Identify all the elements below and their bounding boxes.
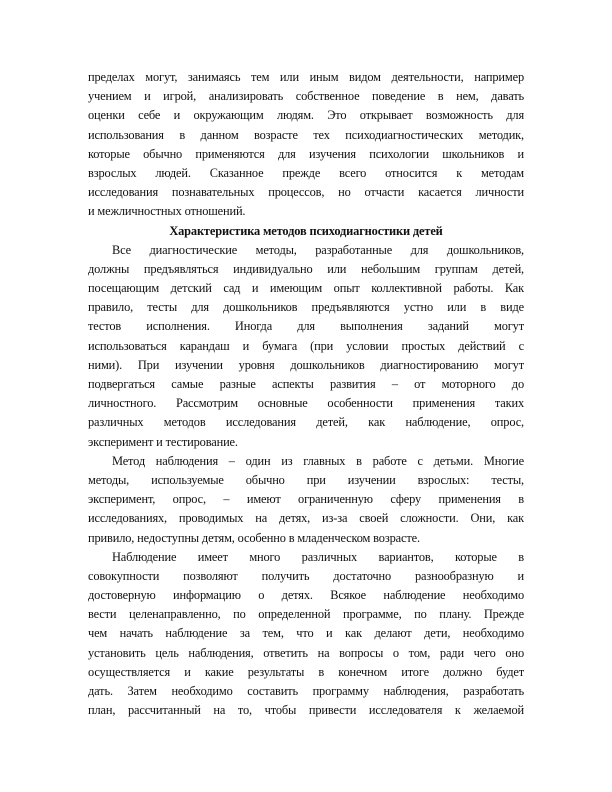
- text-line: посещающим детский сад и имеющим опыт коллективной работы. Как: [88, 281, 524, 296]
- text-line: план, рассчитанный на то, чтобы привести исследователя к желаемой: [88, 703, 524, 718]
- text-line: совокупности позволяют получить достаточно разнообразную и: [88, 568, 524, 583]
- text-line: привило, недоступны детям, особенно в младенческом возрасте.: [88, 530, 420, 545]
- text-line: пределах могут, занимаясь тем или иным видом деятельности, например: [88, 70, 524, 84]
- text-line: которые обычно применяются для изучения психологии школьников и: [88, 146, 524, 161]
- text-line: Наблюдение имеет много различных вариантов, которые в: [112, 549, 524, 564]
- text-line: дать. Затем необходимо составить программу наблюдения, разработать: [88, 684, 524, 698]
- text-line: подвергаться самые разные аспекты развития – от моторного до: [88, 377, 524, 391]
- text-line: Все диагностические методы, разработанные для дошкольников,: [112, 242, 524, 257]
- text-line: оценки себе и окружающим людям. Это открывает возможность для: [88, 108, 524, 123]
- text-line: исследования познавательных процессов, но отчасти касается личности: [88, 185, 524, 200]
- text-line: чем начать наблюдение за тем, что и как делают дети, необходимо: [88, 626, 524, 641]
- text-line: учением и игрой, анализировать собственное поведение в нем, давать: [88, 89, 524, 104]
- text-line: личностного. Рассмотрим основные особенности применения таких: [88, 396, 524, 411]
- paragraph-4: [88, 548, 524, 721]
- paragraph-2: [88, 241, 524, 452]
- document-page: [88, 68, 524, 720]
- text-line: достоверную информацию о детях. Всякое наблюдение необходимо: [88, 588, 524, 603]
- text-line: использоваться карандаш и бумага (при условии простых действий с: [88, 338, 524, 353]
- text-line: осуществляется и какие результаты в конечном итоге должно будет: [88, 664, 524, 679]
- text-line: эксперимент и тестирование.: [88, 434, 238, 449]
- paragraph-1: [88, 68, 524, 222]
- text-line: ними). При изучении уровня дошкольников диагностированию могут: [88, 357, 524, 372]
- text-line: взрослых людей. Сказанное прежде всего относится к методам: [88, 165, 524, 180]
- text-line: установить цель наблюдения, ответить на вопросы о том, ради чего оно: [88, 645, 524, 660]
- text-line: вести целенаправленно, по определенной программе, по плану. Прежде: [88, 607, 524, 622]
- text-line: Метод наблюдения – один из главных в работе с детьми. Многие: [112, 453, 524, 468]
- text-line: различных методов исследования детей, как наблюдение, опрос,: [88, 415, 524, 430]
- text-line: правило, тесты для дошкольников предъявляются устно или в виде: [88, 300, 524, 315]
- text-line: должны предъявляться индивидуально или небольшим группам детей,: [88, 261, 524, 276]
- text-line: эксперимент, опрос, – имеют ограниченную сферу применения в: [88, 492, 524, 507]
- section-heading: Характеристика методов психодиагностики детей: [169, 223, 443, 238]
- text-line: использования в данном возрасте тех психодиагностических методик,: [88, 127, 524, 142]
- text-line: и межличностных отношений.: [88, 204, 246, 219]
- text-line: исследованиях, проводимых на детях, из-за своей сложности. Они, как: [88, 511, 524, 526]
- paragraph-3: [88, 452, 524, 548]
- text-line: тестов исполнения. Иногда для выполнения заданий могут: [88, 319, 524, 334]
- text-line: методы, используемые обычно при изучении взрослых: тесты,: [88, 472, 524, 487]
